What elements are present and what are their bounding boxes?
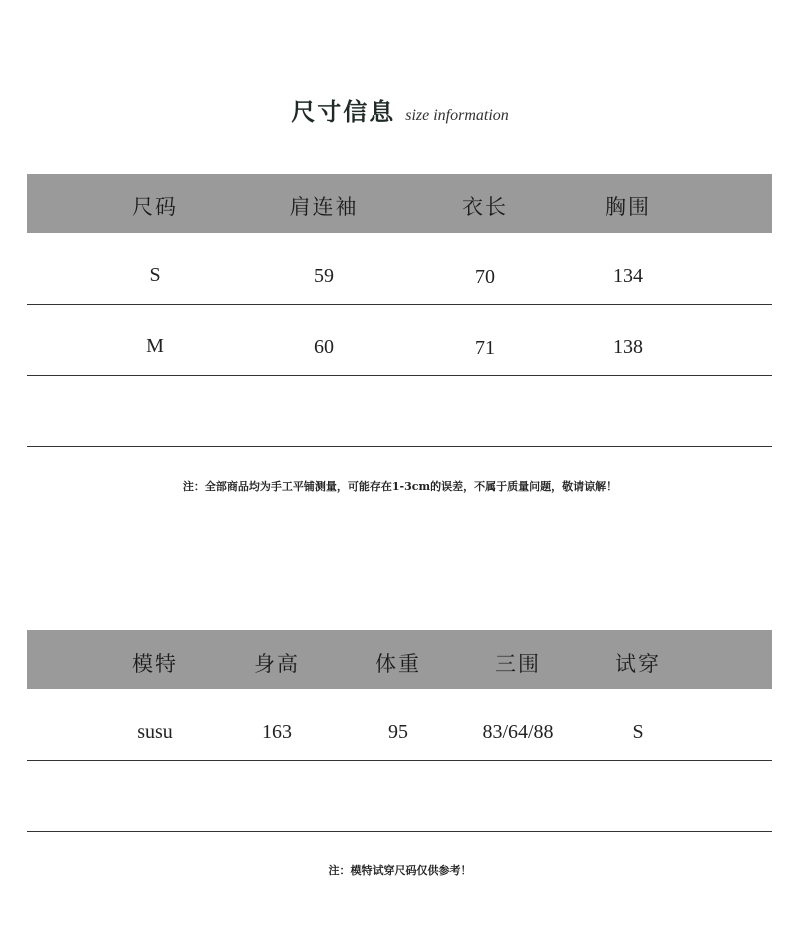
divider	[27, 304, 772, 305]
size-row-2-size: M	[146, 335, 164, 357]
size-row-1-shoulder-sleeve: 59	[314, 265, 334, 287]
size-header-size: 尺码	[132, 195, 178, 219]
divider	[27, 446, 772, 447]
size-row-2-chest: 138	[613, 336, 643, 358]
divider	[27, 375, 772, 376]
size-header-shoulder-sleeve: 肩连袖	[289, 195, 359, 219]
model-header-height: 身高	[254, 652, 300, 676]
title-english: size information	[405, 107, 509, 124]
size-row-1-chest: 134	[613, 265, 643, 287]
size-table-header	[27, 174, 772, 233]
model-row-fit-size: S	[632, 721, 644, 743]
model-header-measurements: 三围	[495, 652, 541, 676]
divider	[27, 760, 772, 761]
size-header-chest: 胸围	[605, 195, 651, 219]
size-header-length: 衣长	[462, 195, 508, 219]
model-header-weight: 体重	[375, 652, 421, 676]
size-note: 注：全部商品均为手工平铺测量，可能存在1-3cm的误差，不属于质量问题，敬请谅解！	[182, 480, 618, 493]
size-row-2-shoulder-sleeve: 60	[314, 336, 334, 358]
model-note: 注：模特试穿尺码仅供参考！	[328, 864, 472, 877]
model-table-header	[27, 630, 772, 689]
size-row-1-length: 70	[475, 266, 495, 288]
model-header-model: 模特	[132, 652, 178, 676]
model-row-height: 163	[262, 721, 292, 743]
divider	[27, 831, 772, 832]
title-chinese: 尺寸信息	[291, 97, 396, 126]
model-header-fit-size: 试穿	[615, 652, 661, 676]
model-row-measurements: 83/64/88	[482, 721, 554, 743]
size-row-2-length: 71	[475, 337, 495, 359]
model-row-weight: 95	[388, 721, 408, 743]
model-row-name: susu	[137, 721, 173, 743]
size-row-1-size: S	[149, 264, 161, 286]
page-title	[0, 92, 800, 127]
